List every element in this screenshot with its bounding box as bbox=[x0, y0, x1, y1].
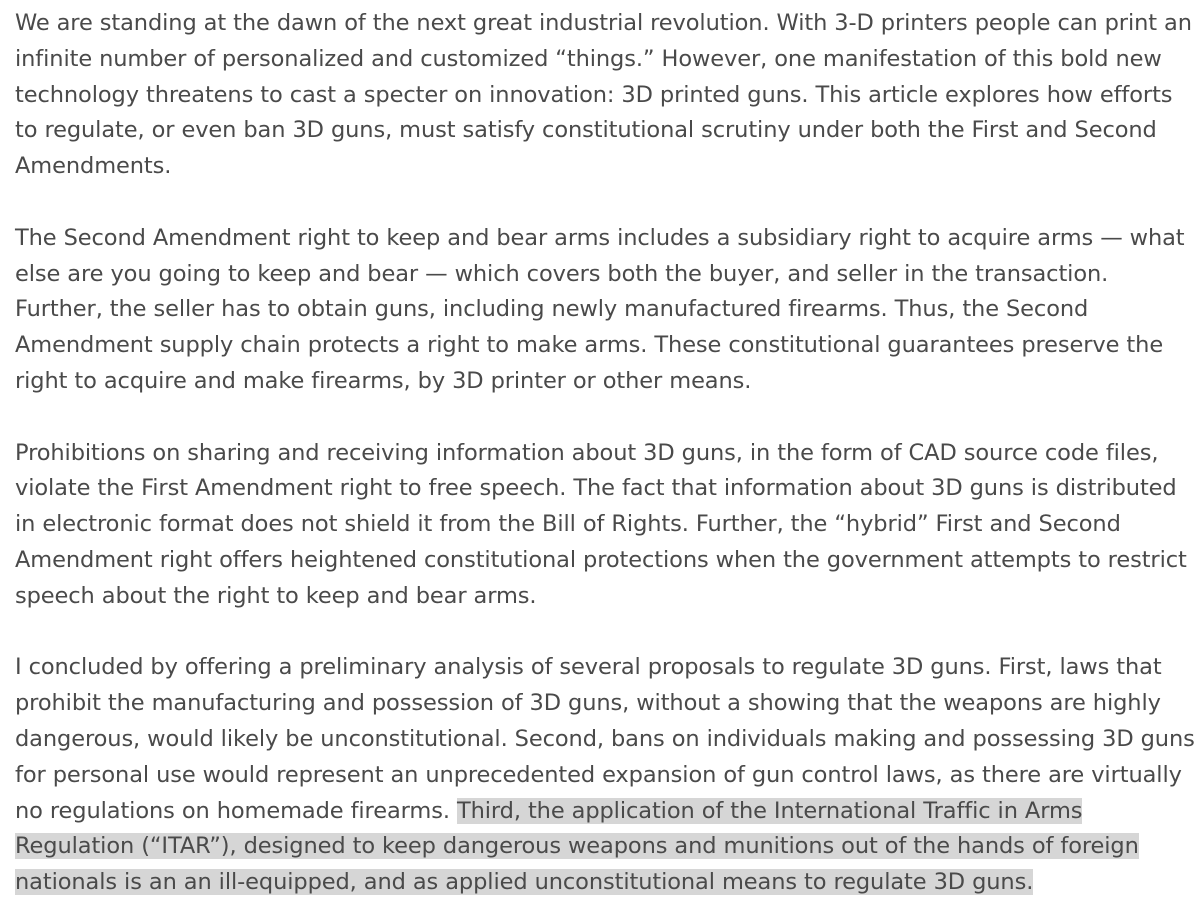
paragraph-intro: We are standing at the dawn of the next great industrial revolution. With 3-D printers people can print an infinite number of personalized and customized “things.” However, one manifestation of this bold new technology threatens to cast a specter on innovation: 3D printed guns. This article explores how efforts to regulate, or even ban 3D guns, must satisfy constitutional scrutiny under both the First and Second Amendments. bbox=[15, 10, 1192, 180]
paragraph-first-amendment: Prohibitions on sharing and receiving information about 3D guns, in the form of CAD source code files, violate the First Amendment right to free speech. The fact that information about 3D guns is distributed in electronic format does not shield it from the Bill of Rights. Further, the “hybrid” First and Second Amendment right offers heightened constitutional protections when the government attempts to restrict speech about the right to keep and bear arms. bbox=[15, 439, 1187, 609]
highlighted-text[interactable]: Third, the application of the International Traffic in Arms Regulation (“ITAR”), designed to keep dangerous weapons and munitions out of the hands of foreign nationals is an an ill-equipped, and as applied unconstitutional means to regulate 3D guns. bbox=[15, 797, 1139, 896]
paragraph-conclusion bbox=[15, 650, 1195, 901]
paragraph-second-amendment: The Second Amendment right to keep and bear arms includes a subsidiary right to acquire arms — what else are you going to keep and bear — which covers both the buyer, and seller in the transaction. Further, the seller has to obtain guns, including newly manufactured firearms. Thus, the Second Amendment supply chain protects a right to make arms. These constitutional guarantees preserve the right to acquire and make firearms, by 3D printer or other means. bbox=[15, 224, 1185, 394]
article-body bbox=[15, 6, 1195, 901]
conclusion-text: I concluded by offering a preliminary analysis of several proposals to regulate 3D guns. First, laws that prohibit the manufacturing and possession of 3D guns, without a showing that the weapons are highly dangerous, would likely be unconstitutional. Second, bans on individuals making and possessing 3D guns for personal use would represent an unprecedented expansion of gun control laws, as there are virtually no regulations on homemade firearms. bbox=[15, 654, 1195, 824]
